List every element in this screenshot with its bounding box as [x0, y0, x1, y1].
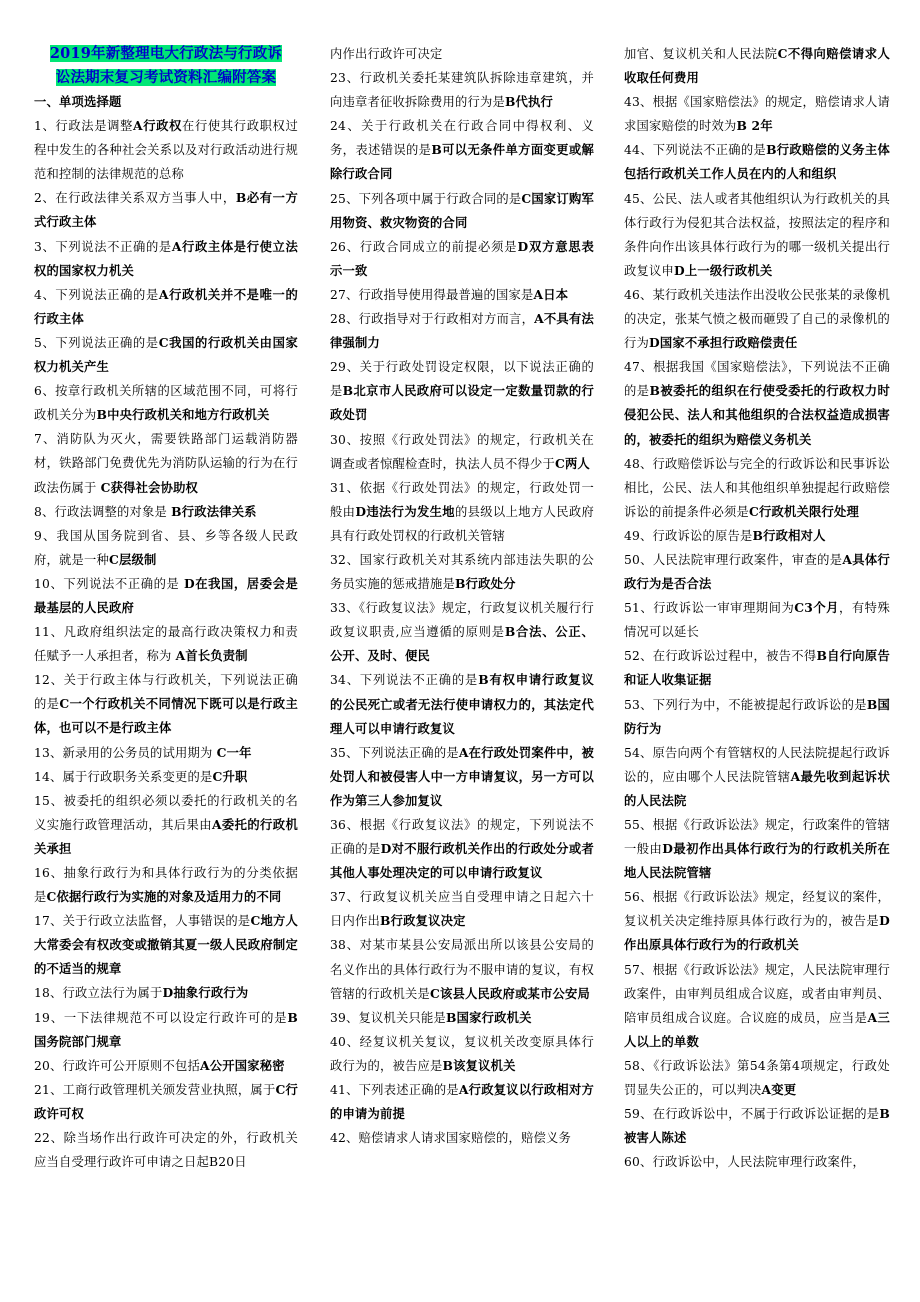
- question-item: [330, 42, 594, 66]
- question-item: [34, 427, 298, 499]
- question-item: [34, 981, 298, 1005]
- question-item: [34, 909, 298, 981]
- question-text: 48、行政赔偿诉讼与完全的行政诉讼和民事诉讼相比，公民、法人和其他组织单独提起行政赔偿诉讼的前提条件必须是: [624, 456, 890, 519]
- question-text: 26、行政合同成立的前提必须是: [330, 239, 518, 254]
- answer-text: C国家订购军用物资、救灾物资的合同: [330, 190, 594, 230]
- question-text: 16、抽象行政行为和具体行政行为的分类依据是: [34, 866, 298, 905]
- question-text: 25、下列各项中属于行政合同的是: [330, 191, 522, 206]
- answer-text: B行政处分: [454, 576, 516, 592]
- question-list-3: [624, 42, 890, 1174]
- section-heading: 一、单项选择题: [34, 94, 122, 109]
- answer-text: A行政复议以行政相对方的申请为前提: [330, 1082, 594, 1122]
- question-item: [624, 452, 890, 524]
- question-item: [624, 741, 890, 813]
- question-item: [624, 596, 890, 644]
- question-text: 30、按照《行政处罚法》的规定，行政机关在调查或者惊醒检查时，执法人员不得少于: [330, 432, 594, 471]
- question-item: [624, 524, 890, 548]
- answer-text: C升职: [212, 768, 248, 784]
- question-text-rest: 的县级以上地方人民政府具有行政处罚权的行政机关管辖: [330, 504, 595, 543]
- answer-text: B合法、公正、公开、及时、便民: [330, 624, 594, 664]
- question-item: [330, 66, 594, 114]
- question-text: 53、下列行为中，不能被提起行政诉讼的是: [624, 697, 867, 712]
- question-text: 39、复议机关只能是: [330, 1010, 447, 1025]
- question-text: 6、按章行政机关所辖的区域范围不同，可将行政机关分为: [34, 384, 298, 423]
- question-text: 2、在行政法律关系双方当事人中，: [34, 191, 236, 206]
- question-item: [34, 500, 298, 524]
- question-text: 15、被委托的组织必须以委托的行政机关的名义实施行政管理活动，其后果由: [34, 793, 298, 832]
- question-item: [34, 283, 298, 331]
- answer-text: B国防行为: [624, 696, 890, 736]
- answer-text: C两人: [554, 455, 590, 471]
- answer-text: A最先收到起诉状的人民法院: [624, 768, 890, 808]
- question-item: [624, 1054, 890, 1102]
- answer-text: A首长负责制: [175, 648, 248, 664]
- answer-text: A行政主体是行使立法权的国家权力机关: [34, 238, 298, 278]
- question-text: 内作出行政许可决定: [330, 47, 443, 61]
- question-text: 37、行政复议机关应当自受理申请之日起六十日内作出: [330, 890, 594, 929]
- question-item: [34, 114, 298, 186]
- question-text: 54、原告向两个有管辖权的人民法院提起行政诉讼的，应由哪个人民法院管辖: [624, 745, 890, 784]
- question-text: 58、《行政诉讼法》第54条第4项规定，行政处罚显失公正的，可以判决: [624, 1058, 890, 1098]
- question-item: [34, 572, 298, 620]
- answer-text: D双方意思表示一致: [330, 238, 594, 278]
- question-item: [624, 42, 890, 90]
- answer-text: B被害人陈述: [624, 1106, 890, 1146]
- question-item: [330, 114, 594, 186]
- question-item: [330, 813, 594, 885]
- answer-text: A具体行政行为是否合法: [624, 551, 891, 592]
- question-text: 50、人民法院审理行政案件，审查的是: [624, 552, 843, 567]
- question-text: 29、关于行政处罚设定权限，以下说法正确的是: [330, 360, 594, 399]
- answer-text: B可以无条件单方面变更或解除行政合同: [330, 142, 594, 182]
- question-text: 8、行政法调整的对象是: [34, 504, 172, 519]
- question-text: 52、在行政诉讼过程中，被告不得: [624, 649, 817, 664]
- question-text: 12、关于行政主体与行政机关，下列说法正确的是: [34, 673, 298, 712]
- question-text: 35、下列说法正确的是: [330, 745, 459, 760]
- answer-text: B行政相对人: [752, 527, 826, 543]
- question-item: [330, 187, 594, 235]
- question-item: [34, 331, 298, 379]
- answer-text: B北京市人民政府可以设定一定数量罚款的行政处罚: [330, 383, 594, 423]
- question-item: [624, 813, 890, 885]
- title-line-1: 2019年新整理电大行政法与行政诉: [49, 45, 283, 62]
- question-item: [34, 1054, 298, 1078]
- question-item: [330, 428, 594, 476]
- question-text: 46、某行政机关违法作出没收公民张某的录像机的决定，张某气愤之极而砸毁了自己的录像机的行为: [624, 287, 890, 351]
- question-text: 57、根据《行政诉讼法》规定，人民法院审理行政案件，由审判员组成合议庭，或者由审判员、陪审员组成合议庭。合议庭的成员，应当是: [624, 962, 890, 1025]
- answer-text: A委托的行政机关承担: [34, 816, 298, 856]
- answer-text: C行政机关限行处理: [748, 503, 859, 519]
- answer-text: B行政法律关系: [171, 503, 257, 519]
- title-line-2: 讼法期末复习考试资料汇编附答案: [55, 69, 277, 86]
- question-item: [34, 186, 298, 234]
- question-item: [34, 789, 298, 861]
- question-text: 3、下列说法不正确的是: [34, 239, 172, 254]
- answer-text: D抽象行政行为: [162, 985, 249, 1001]
- question-item: [34, 741, 298, 765]
- question-text: 41、下列表述正确的是: [330, 1083, 459, 1098]
- answer-text: A在行政处罚案件中，被处罚人和被侵害人中一方申请复议，另一方可以作为第三人参加复议: [330, 744, 594, 808]
- question-text: 55、根据《行政诉讼法》规定，行政案件的管辖一般由: [624, 818, 890, 857]
- question-text: 19、一下法律规范不可以设定行政许可的是: [34, 1010, 288, 1025]
- question-item: [330, 596, 594, 668]
- question-item: [330, 1126, 594, 1150]
- answer-text: A行政权: [133, 118, 183, 134]
- answer-text: A行政机关并不是唯一的行政主体: [34, 286, 298, 326]
- question-text: 18、行政立法行为属于: [34, 986, 163, 1001]
- answer-text: B行政复议决定: [380, 913, 466, 929]
- answer-text: A三人以上的单数: [624, 1009, 890, 1049]
- answer-text: D最初作出具体行政行为的行政机关所在地人民法院管辖: [624, 841, 891, 881]
- answer-text: A变更: [761, 1082, 797, 1098]
- question-text: 45、公民、法人或者其他组织认为行政机关的具体行政行为侵犯其合法权益，按照法定的程序和条件向作出该具体行政行为的哪一级机关提出行政复议申: [624, 191, 890, 278]
- question-item: [624, 187, 890, 283]
- question-text: 56、根据《行政诉讼法》规定，经复议的案件，复议机关决定维持原具体行政行为的，被告是: [624, 890, 890, 929]
- question-item: [330, 668, 594, 740]
- question-text: 1、行政法是调整: [34, 119, 134, 134]
- question-text: 43、根据《国家赔偿法》的规定，赔偿请求人请求国家赔偿的时效为: [624, 95, 890, 134]
- question-item: [330, 476, 594, 548]
- question-item: [34, 668, 298, 740]
- question-text: 33、《行政复议法》规定，行政复议机关履行行政复议职责,应当遵循的原则是: [330, 601, 594, 640]
- question-item: [34, 1006, 298, 1054]
- question-text-rest: 在行使其行政职权过程中发生的各种社会关系以及对行政活动进行规范和控制的法律规范的总称: [34, 119, 298, 182]
- question-text: 13、新录用的公务员的试用期为: [34, 745, 217, 760]
- answer-text: B行政赔偿的义务主体包括行政机关工作人员在内的人和组织: [624, 142, 890, 182]
- answer-text: D在我国，居委会是最基层的人民政府: [34, 575, 298, 615]
- question-item: [34, 379, 298, 427]
- answer-text: B国家行政机关: [446, 1009, 532, 1025]
- column-3: [624, 42, 890, 1174]
- question-text: 17、关于行政立法监督，人事错误的是: [34, 914, 251, 929]
- answer-text: B 2年: [736, 118, 773, 134]
- question-item: [34, 524, 298, 572]
- answer-text: B代执行: [504, 94, 554, 110]
- question-text: 9、我国从国务院到省、县、乡等各级人民政府，就是一种: [34, 528, 298, 567]
- question-text: 49、行政诉讼的原告是: [624, 528, 753, 543]
- question-text: 42、赔偿请求人请求国家赔偿的，赔偿义务: [330, 1131, 571, 1146]
- question-text: 24、关于行政机关在行政合同中得权利、义务，表述错误的是: [330, 119, 594, 158]
- question-text: 60、行政诉讼中，人民法院审理行政案件，: [624, 1155, 865, 1170]
- question-item: [34, 1126, 298, 1174]
- question-item: [624, 548, 890, 596]
- question-item: [624, 693, 890, 741]
- question-item: [330, 885, 594, 933]
- question-item: [624, 90, 890, 138]
- document-title: [34, 42, 298, 90]
- question-item: [34, 235, 298, 283]
- question-text: 10、下列说法不正确的是: [34, 576, 184, 591]
- answer-text: C一年: [216, 744, 252, 760]
- column-1: [34, 42, 298, 1174]
- answer-text: C3个月: [794, 600, 840, 616]
- question-text: 7、消防队为灭火，需要铁路部门运载消防器材，铁路部门免费优先为消防队运输的行为在行政法伤属于: [34, 432, 298, 495]
- question-text: 23、行政机关委托某建筑队拆除违章建筑，并向违章者征收拆除费用的行为是: [330, 71, 594, 110]
- answer-text: A不具有法律强制力: [330, 311, 594, 351]
- answer-text: C行政许可权: [34, 1081, 298, 1121]
- question-item: [34, 861, 298, 909]
- question-item: [330, 1006, 594, 1030]
- question-item: [624, 1150, 890, 1174]
- answer-text: D作出原具体行政行为的行政机关: [624, 913, 890, 953]
- question-text: 36、根据《行政复议法》的规定，下列说法不正确的是: [330, 818, 594, 857]
- answer-text: C该县人民政府或某市公安局: [429, 985, 590, 1001]
- question-text-rest: ，有特殊情况可以延长: [624, 601, 890, 640]
- answer-text: D上一级行政机关: [674, 262, 773, 278]
- question-text: 14、属于行政职务关系变更的是: [34, 769, 213, 784]
- answer-text: C我国的行政机关由国家权力机关产生: [34, 334, 298, 375]
- question-list-1: [34, 114, 298, 1174]
- question-item: [624, 355, 890, 451]
- answer-text: C获得社会协助权: [100, 479, 199, 495]
- question-item: [330, 933, 594, 1005]
- question-item: [330, 548, 594, 596]
- question-item: [330, 741, 594, 813]
- question-text: 4、下列说法正确的是: [34, 287, 159, 302]
- question-text: 47、根据我国《国家赔偿法》，下列说法不正确的是: [624, 360, 890, 399]
- question-text: 21、工商行政管理机关颁发营业执照，属于: [34, 1082, 276, 1097]
- column-2: [330, 42, 594, 1150]
- question-text: 31、依据《行政处罚法》的规定，行政处罚一般由: [330, 480, 594, 519]
- question-item: [34, 1078, 298, 1126]
- question-text: 20、行政许可公开原则不包括: [34, 1058, 201, 1073]
- answer-text: B国务院部门规章: [34, 1009, 298, 1049]
- question-item: [34, 765, 298, 789]
- answer-text: A公开国家秘密: [200, 1057, 285, 1073]
- answer-text: B该复议机关: [442, 1057, 516, 1073]
- question-text: 44、下列说法不正确的是: [624, 143, 767, 158]
- answer-text: A日本: [533, 286, 569, 302]
- question-text: 27、行政指导使用得最普遍的国家是: [330, 287, 534, 302]
- answer-text: B被委托的组织在行使受委托的行政权力时侵犯公民、法人和其他组织的合法权益造成损害的，被委托的组织为赔偿义务机关: [624, 383, 890, 447]
- question-text: 加官、复议机关和人民法院: [624, 47, 778, 61]
- answer-text: C一个行政机关不同情况下既可以是行政主体，也可以不是行政主体: [34, 696, 298, 736]
- question-item: [624, 1102, 890, 1150]
- answer-text: D国家不承担行政赔偿责任: [649, 335, 798, 351]
- answer-text: D对不服行政机关作出的行政处分或者其他人事处理决定的可以申请行政复议: [330, 841, 594, 881]
- question-item: [330, 1030, 594, 1078]
- question-text: 59、在行政诉讼中，不属于行政诉讼证据的是: [624, 1107, 880, 1122]
- answer-text: C地方人大常委会有权改变或撤销其夏一级人民政府制定的不适当的规章: [34, 913, 298, 977]
- question-item: [624, 885, 890, 957]
- question-text: 51、行政诉讼一审审理期间为: [624, 601, 795, 616]
- answer-text: B必有一方式行政主体: [34, 190, 298, 230]
- question-text: 34、下列说法不正确的是: [330, 673, 479, 688]
- question-item: [34, 620, 298, 668]
- answer-text: C不得向赔偿请求人收取任何费用: [624, 46, 890, 86]
- question-item: [330, 307, 594, 355]
- question-item: [330, 355, 594, 427]
- question-text: 32、国家行政机关对其系统内部违法失职的公务员实施的惩戒措施是: [330, 552, 594, 592]
- question-item: [330, 1078, 594, 1126]
- answer-text: B自行向原告和证人收集证据: [624, 648, 890, 688]
- question-text: 11、凡政府组织法定的最高行政决策权力和责任赋予一人承担者，称为: [34, 625, 298, 664]
- answer-text: D违法行为发生地: [355, 503, 455, 519]
- question-item: [624, 283, 890, 355]
- answer-text: B有权申请行政复议的公民死亡或者无法行使申请权力的，其法定代理人可以申请行政复议: [330, 672, 594, 736]
- answer-text: B中央行政机关和地方行政机关: [96, 407, 270, 423]
- answer-text: C层级制: [108, 551, 157, 567]
- question-item: [624, 644, 890, 692]
- question-item: [624, 958, 890, 1054]
- question-text: 22、除当场作出行政许可决定的外，行政机关应当自受理行政许可申请之日起B20日: [34, 1131, 298, 1170]
- question-list-2: [330, 42, 594, 1150]
- question-item: [624, 138, 890, 186]
- question-text: 38、对某市某县公安局派出所以该县公安局的名义作出的具体行政行为不服申请的复议，有权管辖的行政机关是: [330, 938, 594, 1001]
- question-text: 5、下列说法正确的是: [34, 335, 159, 350]
- question-item: [330, 283, 594, 307]
- question-item: [330, 235, 594, 283]
- question-text: 28、行政指导对于行政相对方而言，: [330, 312, 535, 327]
- question-text: 40、经复议机关复议，复议机关改变原具体行政行为的，被告应是: [330, 1034, 594, 1073]
- answer-text: C依据行政行为实施的对象及适用力的不同: [46, 889, 282, 905]
